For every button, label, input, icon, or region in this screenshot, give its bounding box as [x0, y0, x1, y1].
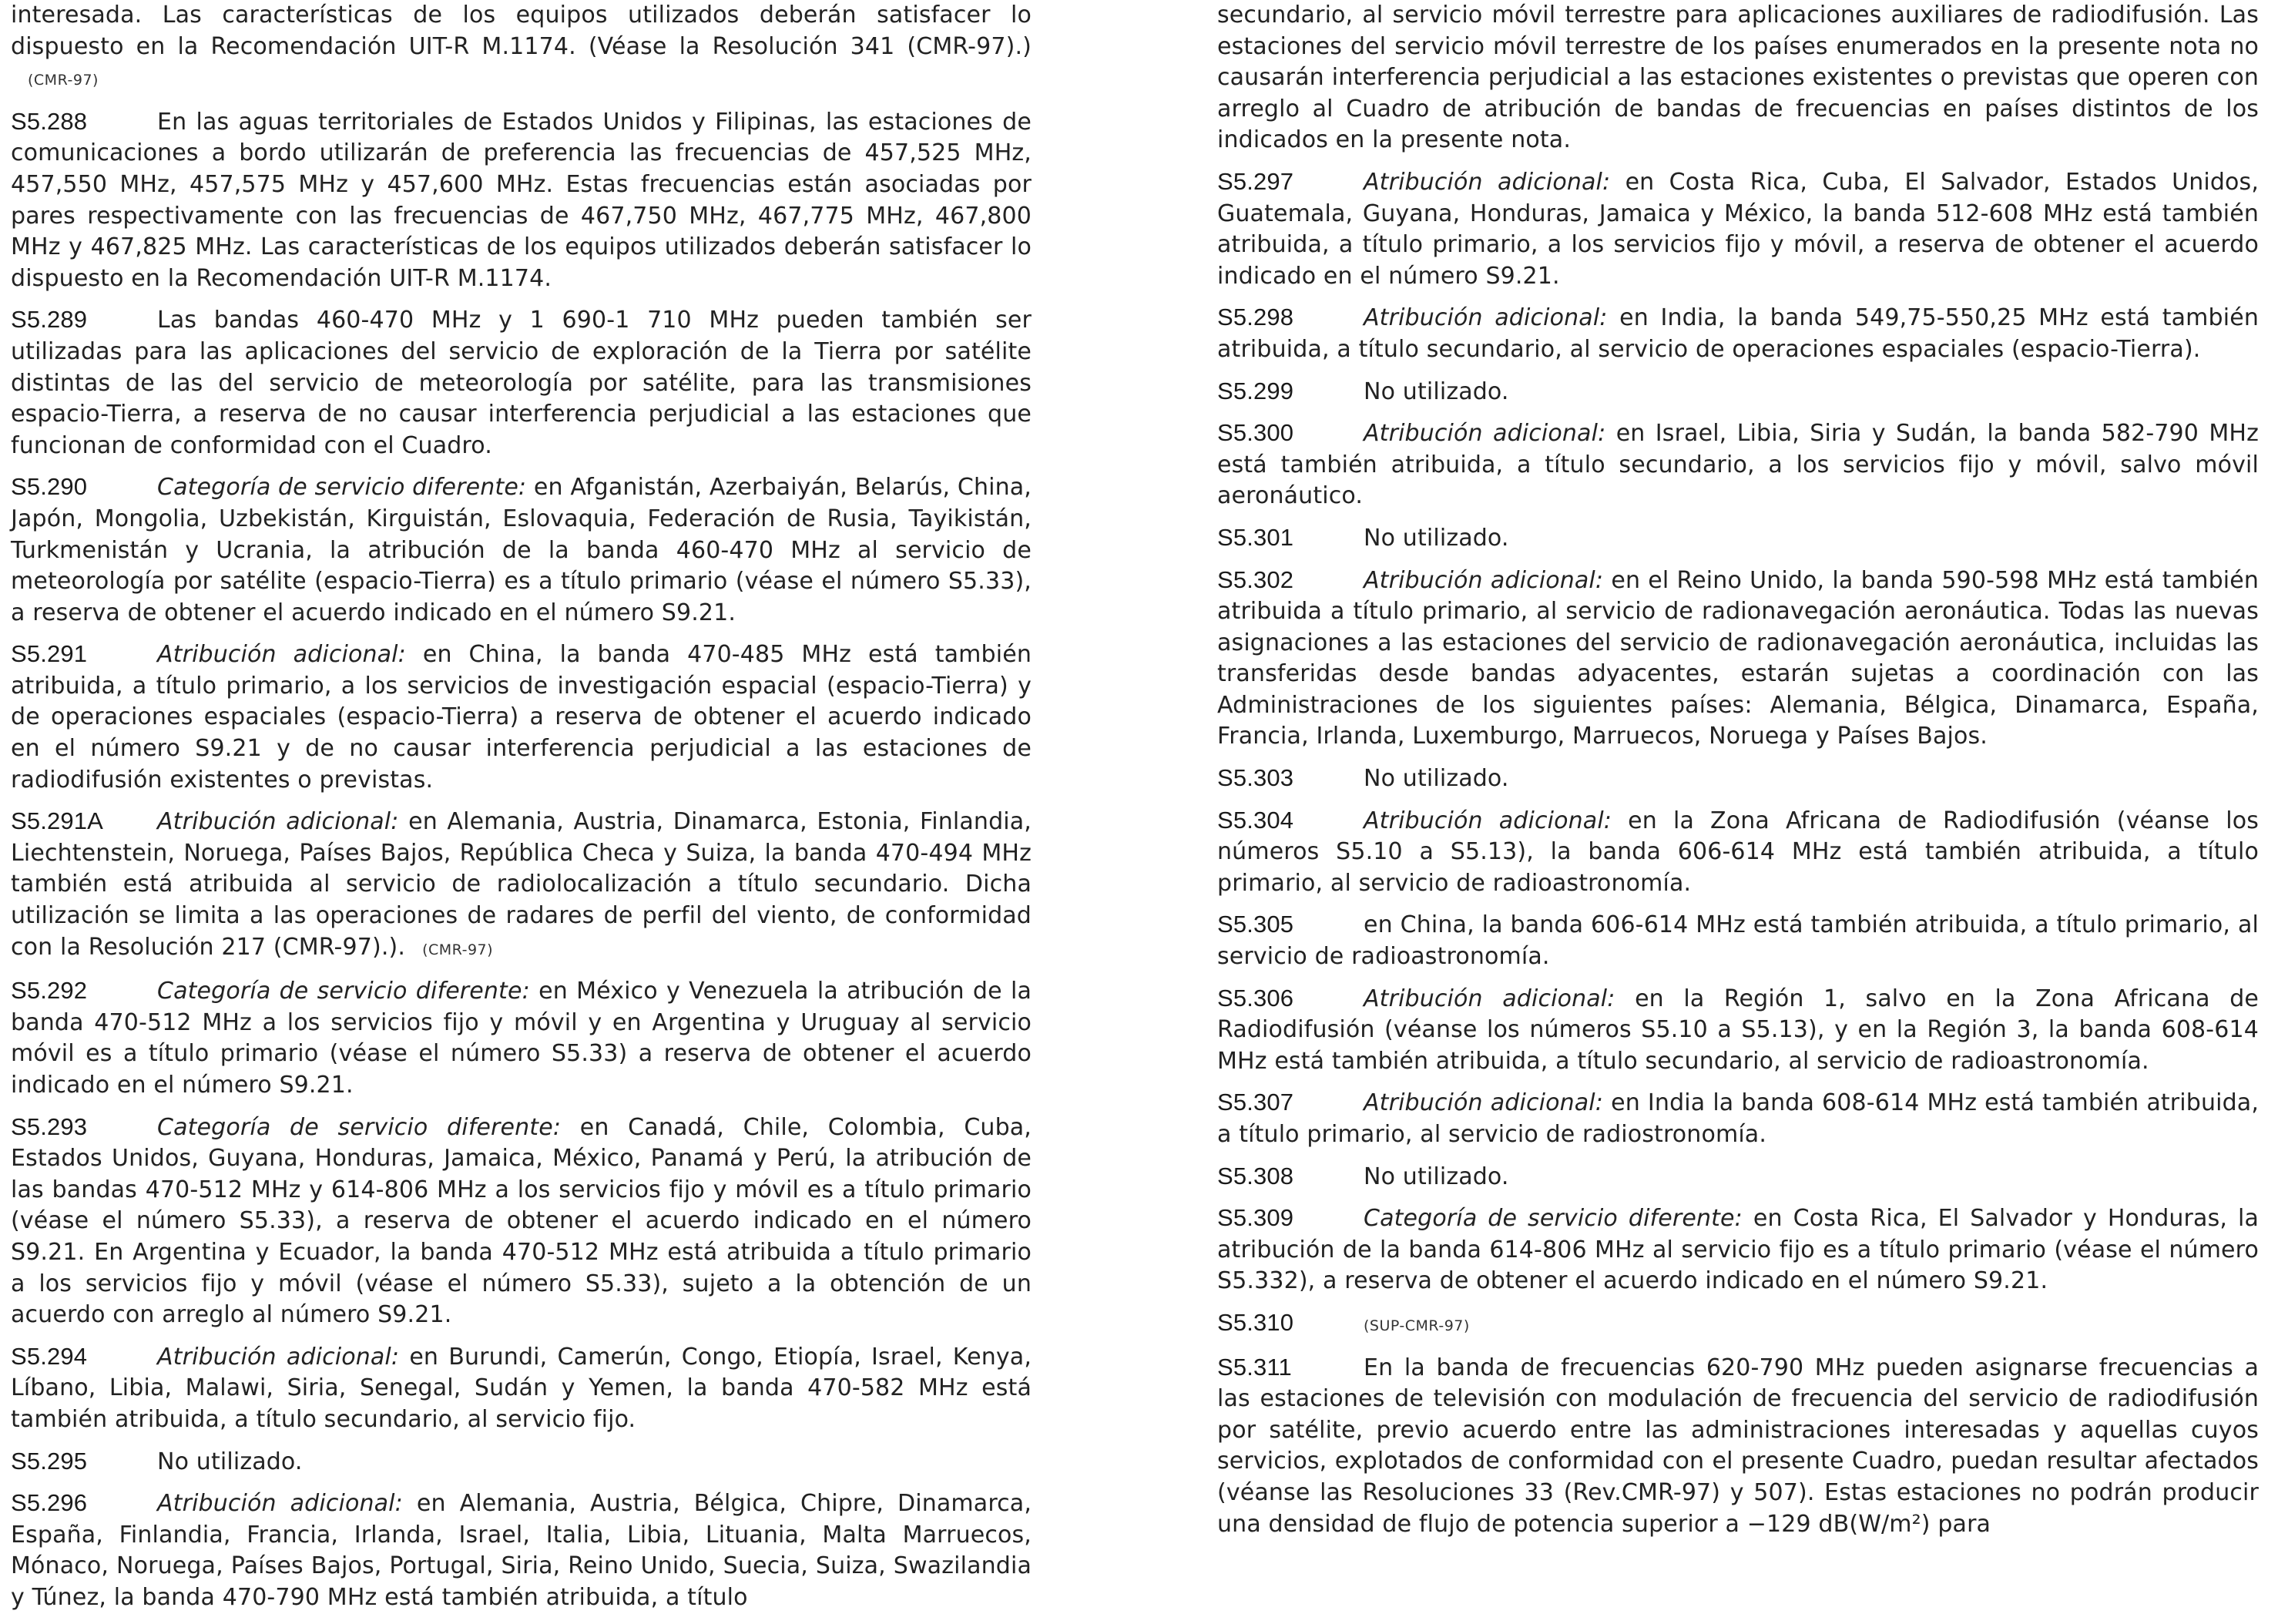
provision-category: Categoría de servicio diferente: [1364, 1205, 1743, 1233]
provision-s5-304 [1217, 805, 2259, 900]
provision-number: S5.293 [11, 1112, 88, 1140]
provision-text: Las bandas 460-470 MHz y 1 690-1 710 MHz pueden también ser utilizadas para las aplicaciones del servicio de exploración de la Tierra por satélite distintas de las del servicio de meteorología por satélite, para las transmisiones espacio-Tierra, a reserva de no causar interferencia perjudicial a las estaciones que funcionan de conformidad con el Cuadro. [11, 307, 1032, 459]
provision-text: en China, la banda 470-485 MHz está también atribuida, a título primario, a los servicios de investigación espacial (espacio-Tierra) y de operaciones espaciales (espacio-Tierra) a reserva de obtener el acuerdo indicado en el número S9.21 y de no causar interferencia perjudicial a las estaciones de radiodifusión existentes o previstas. [11, 641, 1032, 794]
provision-category: Atribución adicional: [1364, 985, 1615, 1012]
provision-category: Atribución adicional: [157, 1490, 403, 1518]
provision-number: S5.304 [1217, 806, 1294, 834]
provision-number: S5.288 [11, 107, 88, 135]
provision-s5-291a [11, 806, 1032, 965]
provision-text: No utilizado. [1364, 524, 1509, 552]
provision-number: S5.306 [1217, 984, 1294, 1012]
provision-text: No utilizado. [1364, 377, 1509, 405]
provision-text: en Afganistán, Azerbaiyán, Belarús, China, Japón, Mongolia, Uzbekistán, Kirguistán, Eslovaquia, Federación de Rusia, Tayikistán, Turkmenistán y Ucrania, la atribución de la banda 460-470 MHz al servicio de meteorología por satélite (espacio-Tierra) es a título primario (véase el número S5.33), a reserva de obtener el acuerdo indicado en el número S9.21. [11, 474, 1032, 626]
provision-number: S5.302 [1217, 565, 1294, 593]
revision-tag: (SUP-CMR-97) [1364, 1317, 1470, 1334]
paragraph-text: interesada. Las características de los equipos utilizados deberán satisfacer lo dispuesto en la Recomendación UIT-R M.1174. (Véase la Resolución 341 (CMR-97).) [11, 2, 1032, 60]
continued-paragraph-right [1217, 0, 2259, 156]
provision-s5-292 [11, 975, 1032, 1101]
paragraph-text: secundario, al servicio móvil terrestre para aplicaciones auxiliares de radiodifusión. Las estaciones del servicio móvil terrestre de los países enumerados en la presente nota no causarán interferencia perjudicial a las estaciones existentes o previstas que operen con arreglo al Cuadro de atribución de bandas de frecuencias en países distintos de los indicados en la presente nota. [1217, 2, 2259, 154]
provision-number: S5.291A [11, 807, 103, 835]
provision-category: Categoría de servicio diferente: [157, 474, 527, 502]
provision-text: en Canadá, Chile, Colombia, Cuba, Estados Unidos, Guyana, Honduras, Jamaica, México, Panamá y Perú, la atribución de las bandas 470-512 MHz y 614-806 MHz a los servicios fijo y móvil es a título primario (véase el número S5.33), a reserva de obtener el acuerdo indicado en el número S9.21. En Argentina y Ecuador, la banda 470-512 MHz está atribuida a título primario a los servicios fijo y móvil (véase el número S5.33), sujeto a la obtención de un acuerdo con arreglo al número S9.21. [11, 1113, 1032, 1329]
provision-number: S5.295 [11, 1447, 88, 1475]
provision-number: S5.308 [1217, 1162, 1294, 1189]
provision-category: Categoría de servicio diferente: [157, 978, 530, 1005]
provision-text: No utilizado. [1364, 1163, 1509, 1190]
provision-category: Atribución adicional: [157, 641, 406, 669]
continued-paragraph-left [11, 0, 1032, 96]
provision-number: S5.305 [1217, 911, 1294, 938]
revision-tag: (CMR-97) [422, 941, 494, 958]
provision-category: Atribución adicional: [1364, 807, 1612, 834]
provision-number: S5.298 [1217, 304, 1294, 331]
provision-text: En la banda de frecuencias 620-790 MHz pueden asignarse frecuencias a las estaciones de televisión con modulación de frecuencia del servicio de radiodifusión por satélite, previo acuerdo entre las administraciones interesadas y aquellas cuyos servicios, explotados de conformidad con el presente Cuadro, puedan resultar afectados (véanse las Resoluciones 33 (Rev.CMR-97) y 507). Estas estaciones no podrán producir una densidad de flujo de potencia superior a −129 dB(W/m²) para [1217, 1354, 2259, 1538]
provision-s5-290 [11, 471, 1032, 629]
provision-s5-303 [1217, 763, 2259, 795]
provision-category: Atribución adicional: [157, 1343, 400, 1371]
provision-s5-297 [1217, 166, 2259, 292]
provision-s5-299 [1217, 376, 2259, 408]
provision-text: en la Zona Africana de Radiodifusión (véanse los números S5.10 a S5.13), la banda 606-614 MHz está también atribuida, a título primario, al servicio de radioastronomía. [1217, 807, 2260, 897]
provision-s5-310 [1217, 1307, 2259, 1342]
provision-s5-307 [1217, 1087, 2259, 1150]
provision-text: No utilizado. [157, 1448, 303, 1475]
provision-text: No utilizado. [1364, 765, 1509, 793]
provision-s5-305 [1217, 909, 2259, 972]
provision-number: S5.290 [11, 473, 88, 501]
provision-text: en Costa Rica, Cuba, El Salvador, Estados Unidos, Guatemala, Guyana, Honduras, Jamaica y México, la banda 512-608 MHz está también atribuida, a título primario, a los servicios fijo y móvil, a reserva de obtener el acuerdo indicado en el número S9.21. [1217, 168, 2260, 290]
provision-number: S5.310 [1217, 1308, 1294, 1336]
provision-s5-295 [11, 1446, 1032, 1478]
provision-s5-308 [1217, 1161, 2259, 1193]
provision-s5-306 [1217, 983, 2259, 1078]
provision-number: S5.296 [11, 1489, 88, 1517]
provision-category: Atribución adicional: [1364, 1089, 1604, 1117]
provision-text: en India la banda 608-614 MHz está también atribuida, a título primario, al servicio de radiostronomía. [1217, 1089, 2260, 1148]
provision-number: S5.294 [11, 1342, 88, 1370]
provision-text: en Burundi, Camerún, Congo, Etiopía, Israel, Kenya, Líbano, Libia, Malawi, Siria, Senegal, Sudán y Yemen, la banda 470-582 MHz está también atribuida, a título secundario, al servicio fijo. [11, 1343, 1032, 1433]
provision-s5-294 [11, 1341, 1032, 1436]
provision-category: Categoría de servicio diferente: [157, 1113, 562, 1141]
provision-category: Atribución adicional: [1364, 168, 1611, 196]
provision-number: S5.291 [11, 640, 88, 668]
provision-s5-302 [1217, 565, 2259, 753]
provision-text: en India, la banda 549,75-550,25 MHz está también atribuida, a título secundario, al servicio de operaciones espaciales (espacio-Tierra). [1217, 304, 2260, 363]
provision-number: S5.303 [1217, 764, 1294, 792]
provision-number: S5.297 [1217, 167, 1294, 195]
provision-s5-311 [1217, 1352, 2259, 1541]
right-column [1217, 0, 2259, 1550]
provision-number: S5.311 [1217, 1353, 1292, 1381]
provision-s5-300 [1217, 418, 2259, 512]
provision-text: en el Reino Unido, la banda 590-598 MHz está también atribuida a título primario, al servicio de radionavegación aeronáutica. Todas las nuevas asignaciones a las estaciones del servicio de radionavegación aeronáutica, incluidas las transferidas desde bandas adyacentes, estarán sujetas a coordinación con las Administraciones de los siguientes países: Alemania, Bélgica, Dinamarca, España, Francia, Irlanda, Luxemburgo, Marruecos, Noruega y Países Bajos. [1217, 566, 2260, 750]
provision-text: en México y Venezuela la atribución de la banda 470-512 MHz a los servicios fijo y móvil y en Argentina y Uruguay al servicio móvil es a título primario (véase el número S5.33) a reserva de obtener el acuerdo indicado en el número S9.21. [11, 978, 1032, 1099]
provision-text: en Israel, Libia, Siria y Sudán, la banda 582-790 MHz está también atribuida, a título secundario, a los servicios fijo y móvil, salvo móvil aeronáutico. [1217, 420, 2259, 510]
provision-category: Atribución adicional: [1364, 304, 1608, 332]
provision-number: S5.300 [1217, 419, 1294, 447]
provision-text: en Alemania, Austria, Dinamarca, Estonia, Finlandia, Liechtenstein, Noruega, Países Bajos, República Checa y Suiza, la banda 470-494 MHz también está atribuida al servicio de radiolocalización a título secundario. Dicha utilización se limita a las operaciones de radares de perfil del viento, de conformidad con la Resolución 217 (CMR-97).). [11, 808, 1032, 961]
provision-s5-291 [11, 639, 1032, 796]
provision-category: Atribución adicional: [1364, 566, 1604, 594]
provision-number: S5.289 [11, 306, 88, 334]
revision-tag: (CMR-97) [28, 72, 99, 89]
provision-number: S5.301 [1217, 523, 1294, 551]
provision-number: S5.292 [11, 977, 88, 1005]
provision-text: En las aguas territoriales de Estados Unidos y Filipinas, las estaciones de comunicaciones a bordo utilizarán de preferencia las frecuencias de 457,525 MHz, 457,550 MHz, 457,575 MHz y 457,600 MHz. Estas frecuencias están asociadas por pares respectivamente con las frecuencias de 467,750 MHz, 467,775 MHz, 467,800 MHz y 467,825 MHz. Las características de los equipos utilizados deberán satisfacer lo dispuesto en la Recomendación UIT-R M.1174. [11, 108, 1032, 292]
provision-text: en Costa Rica, El Salvador y Honduras, la atribución de la banda 614-806 MHz al servicio fijo es a título primario (véase el número S5.332), a reserva de obtener el acuerdo indicado en el número S9.21. [1217, 1205, 2260, 1295]
provision-number: S5.309 [1217, 1204, 1294, 1232]
provision-s5-309 [1217, 1203, 2259, 1297]
provision-category: Atribución adicional: [1364, 420, 1606, 448]
provision-s5-289 [11, 304, 1032, 461]
provision-s5-301 [1217, 522, 2259, 555]
provision-s5-288 [11, 106, 1032, 295]
provision-text: en Alemania, Austria, Bélgica, Chipre, Dinamarca, España, Finlandia, Francia, Irlanda, Israel, Italia, Libia, Lituania, Malta Marruecos, Mónaco, Noruega, Países Bajos, Portugal, Siria, Reino Unido, Suecia, Suiza, Swazilandia y Túnez, la banda 470-790 MHz está también atribuida, a título [11, 1490, 1032, 1611]
provision-text: en la Región 1, salvo en la Zona Africana de Radiodifusión (véanse los números S5.10 a S5.13), y en la Región 3, la banda 608-614 MHz está también atribuida, a título secundario, al servicio de radioastronomía. [1217, 985, 2259, 1075]
provision-text: en China, la banda 606-614 MHz está también atribuida, a título primario, al servicio de radioastronomía. [1217, 911, 2259, 971]
left-column [11, 0, 1032, 1624]
provision-s5-293 [11, 1112, 1032, 1331]
provision-s5-298 [1217, 302, 2259, 365]
provision-s5-296 [11, 1488, 1032, 1613]
provision-category: Atribución adicional: [157, 808, 399, 836]
provision-number: S5.299 [1217, 377, 1294, 404]
provision-number: S5.307 [1217, 1089, 1294, 1116]
